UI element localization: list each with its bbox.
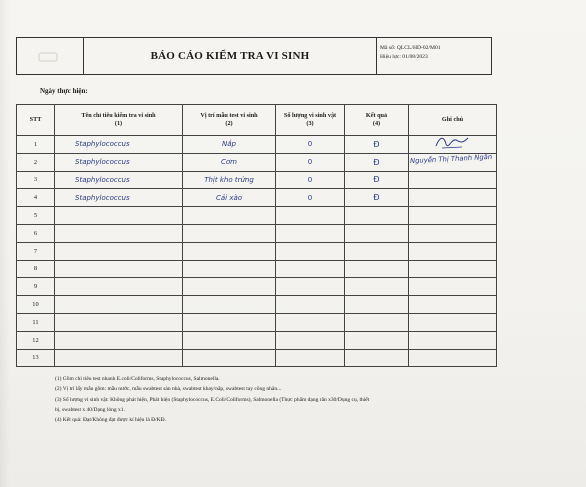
row-location xyxy=(183,224,276,242)
row-result xyxy=(345,313,409,331)
row-count xyxy=(276,260,345,278)
row-result xyxy=(345,136,409,154)
row-stt-value: 9 xyxy=(33,283,38,291)
row-notes xyxy=(409,207,497,225)
row-location xyxy=(183,242,276,260)
row-count xyxy=(276,331,345,349)
row-notes xyxy=(409,171,497,189)
row-notes xyxy=(409,296,497,314)
row-stt-value: 5 xyxy=(33,212,38,220)
row-test-name-value: Staphylococcus xyxy=(75,175,130,184)
col-header-notes: Ghi chú xyxy=(409,105,497,136)
footnote-2: (2) Vị trí lấy mẫu gồm: mẫu nước, mẫu swabtest sàn nhà, swabtest khay/nắp, swabtest tay công nhân... xyxy=(55,386,282,393)
row-stt xyxy=(17,207,55,225)
row-notes xyxy=(409,242,497,260)
row-stt xyxy=(17,242,55,260)
row-count xyxy=(276,189,345,207)
row-location xyxy=(183,260,276,278)
row-count-value: 0 xyxy=(307,193,313,202)
row-result xyxy=(345,242,409,260)
row-result-value: Đ xyxy=(373,157,380,167)
row-stt xyxy=(17,153,55,171)
row-notes xyxy=(409,189,497,207)
row-count xyxy=(276,349,345,367)
row-test-name xyxy=(55,349,183,367)
document-code: Mã số: QLCL/HD-02/M01 xyxy=(380,45,441,51)
row-count-value: 0 xyxy=(307,140,313,149)
row-test-name xyxy=(55,278,183,296)
row-stt-value: 11 xyxy=(32,318,39,326)
row-location xyxy=(183,207,276,225)
row-stt xyxy=(17,313,55,331)
footnote-1: (1) Gồm chỉ tiêu test nhanh E.coli/Coliforms, Staphylococcus, Salmonella. xyxy=(55,376,220,382)
row-count xyxy=(276,207,345,225)
col-header-test-name: Tên chỉ tiêu kiểm tra vi sinh (1) xyxy=(55,105,183,136)
row-result-value: Đ xyxy=(373,139,380,149)
row-location xyxy=(183,278,276,296)
row-test-name-value: Staphylococcus xyxy=(75,193,130,202)
table-row xyxy=(17,260,497,278)
execution-date-label: Ngày thực hiện: xyxy=(40,87,88,95)
table-row xyxy=(17,136,497,154)
row-notes xyxy=(409,260,497,278)
footnote-3: (3) Số lượng vi sinh vật: Không phát hiện, Phát hiện (Staphylococcus, E.Coli/Coliforms), Salmonella (Thực phẩm dạng rắn x30/Dụng cụ, thiết xyxy=(55,396,370,403)
document-meta xyxy=(377,38,491,74)
row-test-name xyxy=(55,207,183,225)
row-result xyxy=(345,331,409,349)
row-stt-value: 6 xyxy=(33,229,38,237)
row-location xyxy=(183,171,276,189)
row-location-value: Cải xào xyxy=(215,193,243,202)
row-location-value: Nắp xyxy=(222,140,236,149)
table-row xyxy=(17,171,497,189)
footnotes xyxy=(55,374,495,425)
row-stt xyxy=(17,349,55,367)
row-notes xyxy=(409,331,497,349)
row-test-name-value: Staphylococcus xyxy=(75,158,130,167)
row-location xyxy=(183,136,276,154)
row-count xyxy=(276,224,345,242)
row-stt-value: 8 xyxy=(33,265,38,273)
row-stt-value: 1 xyxy=(33,140,38,148)
row-test-name xyxy=(55,313,183,331)
row-stt xyxy=(17,331,55,349)
row-count xyxy=(276,296,345,314)
row-location xyxy=(183,331,276,349)
row-stt-value: 13 xyxy=(32,354,39,362)
row-result xyxy=(345,296,409,314)
table-row xyxy=(17,224,497,242)
row-notes xyxy=(409,278,497,296)
table-row xyxy=(17,349,497,367)
row-location xyxy=(183,189,276,207)
signer-name: Nguyễn Thị Thanh Ngân xyxy=(409,152,493,166)
microbiology-table xyxy=(16,104,497,367)
row-stt-value: 4 xyxy=(33,194,38,202)
row-test-name xyxy=(55,242,183,260)
row-location xyxy=(183,349,276,367)
row-test-name xyxy=(55,189,183,207)
row-result xyxy=(345,278,409,296)
row-test-name xyxy=(55,136,183,154)
row-result xyxy=(345,349,409,367)
row-stt xyxy=(17,260,55,278)
row-stt-value: 7 xyxy=(33,247,38,255)
row-stt-value: 2 xyxy=(33,158,38,166)
table-row xyxy=(17,313,497,331)
table-row xyxy=(17,296,497,314)
col-header-count: Số lượng vi sinh vật (3) xyxy=(276,105,345,136)
row-stt xyxy=(17,171,55,189)
row-result-value: Đ xyxy=(373,175,380,185)
page-shadow xyxy=(0,0,10,487)
row-stt xyxy=(17,136,55,154)
row-stt-value: 10 xyxy=(32,301,39,309)
table-row xyxy=(17,278,497,296)
row-stt xyxy=(17,224,55,242)
row-notes xyxy=(409,313,497,331)
row-result xyxy=(345,153,409,171)
row-notes xyxy=(409,224,497,242)
col-header-stt: STT xyxy=(17,105,55,136)
row-result xyxy=(345,224,409,242)
row-test-name xyxy=(55,296,183,314)
row-result-value: Đ xyxy=(373,193,380,203)
document-header xyxy=(16,37,492,75)
row-location-value: Thịt kho trứng xyxy=(204,175,254,184)
col-header-location: Vị trí mẫu test vi sinh (2) xyxy=(183,105,276,136)
row-stt xyxy=(17,296,55,314)
row-test-name xyxy=(55,260,183,278)
row-count xyxy=(276,136,345,154)
row-stt xyxy=(17,189,55,207)
row-count xyxy=(276,313,345,331)
row-result xyxy=(345,260,409,278)
row-stt-value: 3 xyxy=(33,176,38,184)
row-test-name-value: Staphylococcus xyxy=(75,140,130,149)
row-location xyxy=(183,296,276,314)
row-result xyxy=(345,207,409,225)
table-row xyxy=(17,331,497,349)
table-row xyxy=(17,207,497,225)
col-header-result: Kết quả (4) xyxy=(345,105,409,136)
row-notes xyxy=(409,349,497,367)
row-test-name xyxy=(55,224,183,242)
row-location xyxy=(183,153,276,171)
row-count xyxy=(276,242,345,260)
footnote-4: (4) Kết quả: Đạt/Không đạt được kí hiệu là Đ/KĐ. xyxy=(55,417,166,424)
row-result xyxy=(345,171,409,189)
row-count-value: 0 xyxy=(307,175,313,184)
row-count-value: 0 xyxy=(307,158,313,167)
row-count xyxy=(276,153,345,171)
row-test-name xyxy=(55,331,183,349)
row-count xyxy=(276,171,345,189)
row-test-name xyxy=(55,153,183,171)
company-logo xyxy=(37,50,59,64)
row-location xyxy=(183,313,276,331)
report-title: BÁO CÁO KIỂM TRA VI SINH xyxy=(84,38,377,74)
row-location-value: Cơm xyxy=(221,158,237,167)
row-count xyxy=(276,278,345,296)
footnote-3-cont: bị, swabtest x 40/Dạng lỏng x1. xyxy=(55,406,125,413)
row-stt xyxy=(17,278,55,296)
row-test-name xyxy=(55,171,183,189)
table-header-row xyxy=(17,105,497,136)
handwritten-signature xyxy=(432,132,472,152)
row-stt-value: 12 xyxy=(32,336,39,344)
effective-date: Hiệu lực: 01/08/2023 xyxy=(380,54,428,60)
row-result xyxy=(345,189,409,207)
table-row xyxy=(17,189,497,207)
logo-cell xyxy=(17,38,84,74)
table-row xyxy=(17,242,497,260)
